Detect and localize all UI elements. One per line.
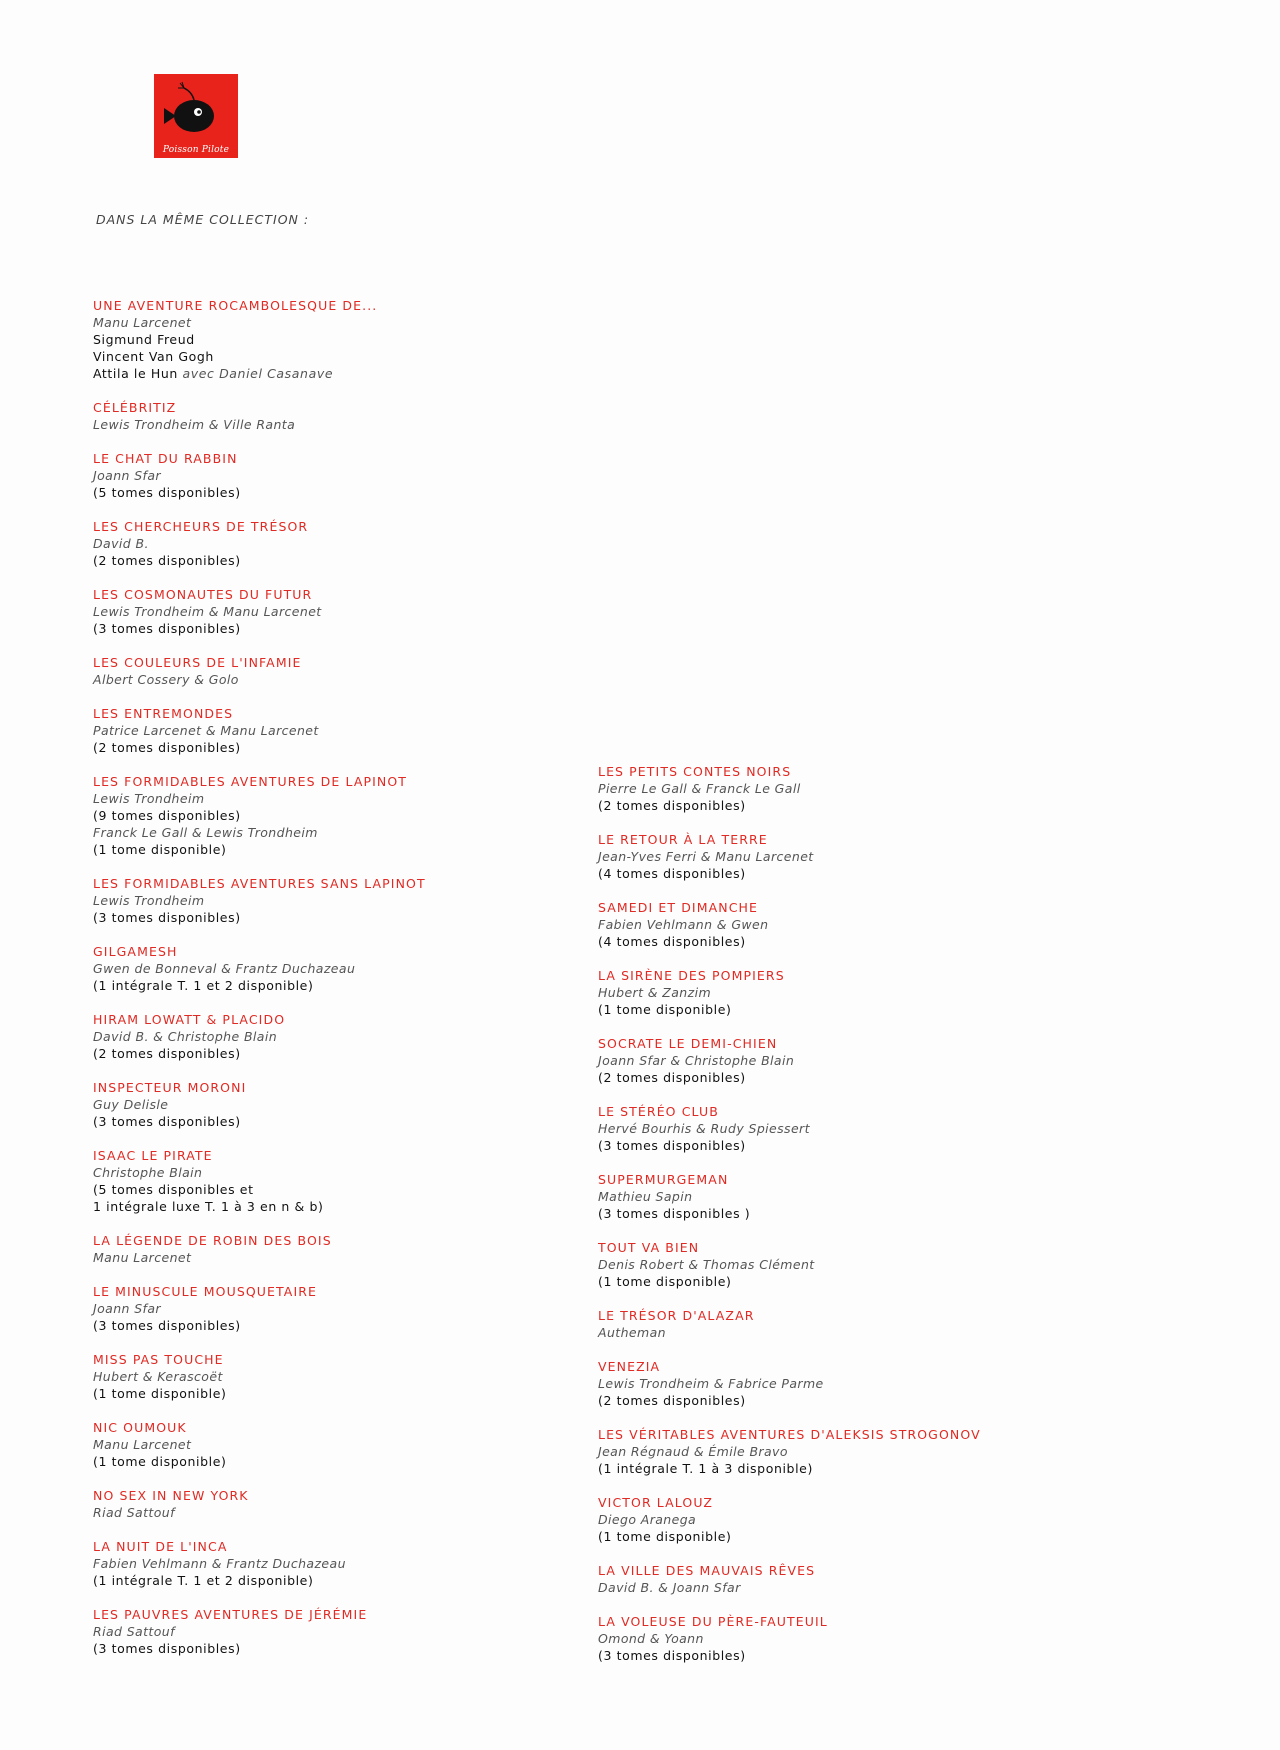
series-authors: Patrice Larcenet & Manu Larcenet <box>93 723 319 738</box>
catalog-entry <box>598 763 981 814</box>
series-note: (2 tomes disponibles) <box>93 740 241 755</box>
left-column <box>93 297 426 1674</box>
series-title: LA NUIT DE L'INCA <box>93 1539 228 1554</box>
series-title: LES PAUVRES AVENTURES DE JÉRÉMIE <box>93 1607 368 1622</box>
catalog-entry <box>598 899 981 950</box>
series-title: LA VOLEUSE DU PÈRE-FAUTEUIL <box>598 1614 828 1629</box>
catalog-entry <box>93 1079 426 1130</box>
catalog-entry <box>598 1035 981 1086</box>
series-authors: Joann Sfar <box>93 1301 161 1316</box>
publisher-logo <box>154 74 238 158</box>
series-note: (2 tomes disponibles) <box>598 1393 746 1408</box>
series-authors: Lewis Trondheim <box>93 893 205 908</box>
series-authors: Lewis Trondheim <box>93 791 205 806</box>
series-note: (2 tomes disponibles) <box>598 1070 746 1085</box>
catalog-entry <box>93 705 426 756</box>
catalog-entry <box>598 1426 981 1477</box>
series-title: HIRAM LOWATT & PLACIDO <box>93 1012 286 1027</box>
series-authors: Fabien Vehlmann & Frantz Duchazeau <box>93 1556 346 1571</box>
series-authors: David B. <box>93 536 149 551</box>
series-title: LES PETITS CONTES NOIRS <box>598 764 792 779</box>
series-authors: Hubert & Zanzim <box>598 985 712 1000</box>
series-title: LES VÉRITABLES AVENTURES D'ALEKSIS STROGONOV <box>598 1427 981 1442</box>
series-note: (1 intégrale T. 1 à 3 disponible) <box>598 1461 813 1476</box>
series-authors: Diego Aranega <box>598 1512 697 1527</box>
series-note: (3 tomes disponibles) <box>93 1641 241 1656</box>
series-note: (1 tome disponible) <box>93 1386 227 1401</box>
series-authors: Gwen de Bonneval & Frantz Duchazeau <box>93 961 356 976</box>
series-authors: Manu Larcenet <box>93 1437 192 1452</box>
series-title: CÉLÉBRITIZ <box>93 400 177 415</box>
series-title: LA SIRÈNE DES POMPIERS <box>598 968 785 983</box>
series-note: Sigmund Freud <box>93 332 195 347</box>
catalog-entry <box>93 586 426 637</box>
series-note: (1 tome disponible) <box>598 1002 732 1017</box>
catalog-entry <box>93 1419 426 1470</box>
series-note: (4 tomes disponibles) <box>598 866 746 881</box>
series-note: 1 intégrale luxe T. 1 à 3 en n & b) <box>93 1199 324 1214</box>
series-title: VICTOR LALOUZ <box>598 1495 714 1510</box>
catalog-entry <box>598 967 981 1018</box>
catalog-entry <box>598 831 981 882</box>
catalog-entry <box>93 1283 426 1334</box>
series-authors: Franck Le Gall & Lewis Trondheim <box>93 825 318 840</box>
catalog-entry <box>93 1232 426 1266</box>
series-title: LE MINUSCULE MOUSQUETAIRE <box>93 1284 318 1299</box>
series-note: (1 intégrale T. 1 et 2 disponible) <box>93 978 314 993</box>
series-authors: Joann Sfar <box>93 468 161 483</box>
series-authors: Lewis Trondheim & Manu Larcenet <box>93 604 322 619</box>
series-note: (2 tomes disponibles) <box>93 1046 241 1061</box>
series-note: (3 tomes disponibles) <box>93 621 241 636</box>
series-authors: David B. & Christophe Blain <box>93 1029 278 1044</box>
series-title: LES ENTREMONDES <box>93 706 234 721</box>
series-title: LES COULEURS DE L'INFAMIE <box>93 655 302 670</box>
catalog-entry <box>598 1307 981 1341</box>
catalog-entry <box>598 1239 981 1290</box>
series-title: MISS PAS TOUCHE <box>93 1352 224 1367</box>
catalog-entry <box>598 1103 981 1154</box>
series-note: (1 tome disponible) <box>93 842 227 857</box>
series-note: (2 tomes disponibles) <box>598 798 746 813</box>
series-title: INSPECTEUR MORONI <box>93 1080 247 1095</box>
catalog-entry <box>93 1606 426 1657</box>
catalog-entry <box>598 1613 981 1664</box>
series-authors: Guy Delisle <box>93 1097 169 1112</box>
catalog-entry <box>93 943 426 994</box>
series-authors: David B. & Joann Sfar <box>598 1580 741 1595</box>
catalog-entry <box>598 1171 981 1222</box>
series-note: (4 tomes disponibles) <box>598 934 746 949</box>
series-title: SUPERMURGEMAN <box>598 1172 729 1187</box>
series-title: VENEZIA <box>598 1359 661 1374</box>
series-authors: Mathieu Sapin <box>598 1189 693 1204</box>
right-column <box>598 763 981 1681</box>
catalog-entry <box>93 297 426 382</box>
series-note: (3 tomes disponibles) <box>93 1318 241 1333</box>
series-authors: Riad Sattouf <box>93 1505 175 1520</box>
series-authors: Jean-Yves Ferri & Manu Larcenet <box>598 849 814 864</box>
series-title: GILGAMESH <box>93 944 178 959</box>
series-note: (1 tome disponible) <box>598 1274 732 1289</box>
series-authors: Manu Larcenet <box>93 315 192 330</box>
series-title: UNE AVENTURE ROCAMBOLESQUE DE... <box>93 298 378 313</box>
series-title: LE TRÉSOR D'ALAZAR <box>598 1308 755 1323</box>
series-title: LES CHERCHEURS DE TRÉSOR <box>93 519 309 534</box>
series-title: SOCRATE LE DEMI-CHIEN <box>598 1036 778 1051</box>
series-title: LE RETOUR À LA TERRE <box>598 832 768 847</box>
series-note: (3 tomes disponibles) <box>93 910 241 925</box>
series-authors: Manu Larcenet <box>93 1250 192 1265</box>
series-note: (3 tomes disponibles ) <box>598 1206 751 1221</box>
logo-label: Poisson Pilote <box>162 145 230 155</box>
series-note: (2 tomes disponibles) <box>93 553 241 568</box>
series-title: NIC OUMOUK <box>93 1420 187 1435</box>
catalog-entry <box>93 773 426 858</box>
catalog-entry <box>93 654 426 688</box>
series-note: (9 tomes disponibles) <box>93 808 241 823</box>
series-note: Vincent Van Gogh <box>93 349 214 364</box>
catalog-entry <box>598 1494 981 1545</box>
catalog-entry <box>93 1011 426 1062</box>
series-authors: Albert Cossery & Golo <box>93 672 239 687</box>
series-title: LE CHAT DU RABBIN <box>93 451 238 466</box>
catalog-entry <box>93 399 426 433</box>
series-authors: Riad Sattouf <box>93 1624 175 1639</box>
series-title: LES FORMIDABLES AVENTURES SANS LAPINOT <box>93 876 426 891</box>
series-authors: Omond & Yoann <box>598 1631 704 1646</box>
series-authors: Christophe Blain <box>93 1165 203 1180</box>
series-authors: Lewis Trondheim & Ville Ranta <box>93 417 296 432</box>
catalog-entry <box>598 1562 981 1596</box>
series-title: NO SEX IN NEW YORK <box>93 1488 249 1503</box>
series-authors: Fabien Vehlmann & Gwen <box>598 917 769 932</box>
series-authors: Pierre Le Gall & Franck Le Gall <box>598 781 801 796</box>
series-title: LES FORMIDABLES AVENTURES DE LAPINOT <box>93 774 408 789</box>
series-authors: Hubert & Kerascoët <box>93 1369 223 1384</box>
catalog-entry <box>93 1487 426 1521</box>
series-authors: Autheman <box>598 1325 666 1340</box>
series-note: (3 tomes disponibles) <box>93 1114 241 1129</box>
series-title: ISAAC LE PIRATE <box>93 1148 213 1163</box>
series-title: LES COSMONAUTES DU FUTUR <box>93 587 313 602</box>
series-authors: Jean Régnaud & Émile Bravo <box>598 1444 788 1459</box>
series-authors: Lewis Trondheim & Fabrice Parme <box>598 1376 824 1391</box>
series-authors: Joann Sfar & Christophe Blain <box>598 1053 795 1068</box>
series-title: SAMEDI ET DIMANCHE <box>598 900 759 915</box>
series-note: Attila le Hun avec Daniel Casanave <box>93 366 334 381</box>
series-title: TOUT VA BIEN <box>598 1240 700 1255</box>
co-author: avec Daniel Casanave <box>177 366 334 381</box>
catalog-entry <box>93 1351 426 1402</box>
series-note: (5 tomes disponibles) <box>93 485 241 500</box>
series-note: (3 tomes disponibles) <box>598 1138 746 1153</box>
collection-heading: DANS LA MÊME COLLECTION : <box>96 212 310 227</box>
series-note: (1 intégrale T. 1 et 2 disponible) <box>93 1573 314 1588</box>
catalog-entry <box>93 518 426 569</box>
catalog-entry <box>598 1358 981 1409</box>
series-title: LE STÉRÉO CLUB <box>598 1104 719 1119</box>
series-note: (1 tome disponible) <box>93 1454 227 1469</box>
catalog-entry <box>93 1538 426 1589</box>
series-note: (3 tomes disponibles) <box>598 1648 746 1663</box>
series-title: LA LÉGENDE DE ROBIN DES BOIS <box>93 1233 332 1248</box>
catalog-entry <box>93 450 426 501</box>
series-title: LA VILLE DES MAUVAIS RÊVES <box>598 1563 816 1578</box>
series-note: (1 tome disponible) <box>598 1529 732 1544</box>
catalog-entry <box>93 875 426 926</box>
series-note: (5 tomes disponibles et <box>93 1182 254 1197</box>
series-authors: Hervé Bourhis & Rudy Spiessert <box>598 1121 810 1136</box>
series-authors: Denis Robert & Thomas Clément <box>598 1257 815 1272</box>
catalog-entry <box>93 1147 426 1215</box>
